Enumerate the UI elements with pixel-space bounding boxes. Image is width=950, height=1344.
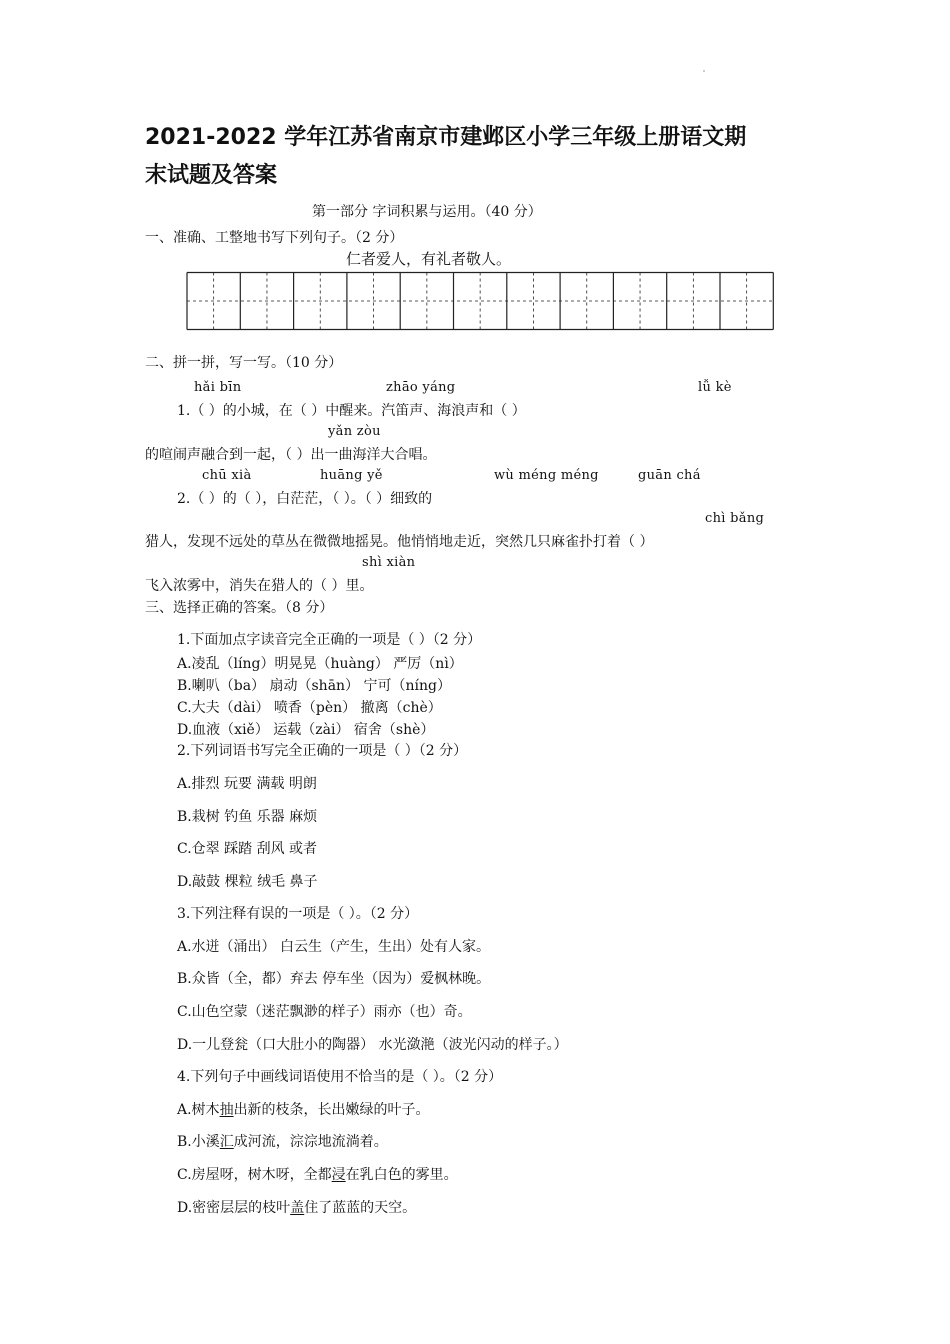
q3-sub4-option-a: A.树木抽出新的枝条，长出嫩绿的叶子。	[177, 1102, 430, 1118]
q2-s2-line2: 猎人，发现不远处的草丛在微微地摇晃。他悄悄地走近，突然几只麻雀扑打着（ ）	[145, 534, 654, 550]
pinyin-wu-meng-meng: wù méng méng	[494, 468, 599, 483]
q1-heading: 一、准确、工整地书写下列句子。（2 分）	[145, 230, 404, 246]
q3-sub4-option-d: D.密密层层的枝叶盖住了蓝蓝的天空。	[177, 1200, 417, 1216]
underlined-word: 盖	[290, 1200, 305, 1216]
part1-heading: 第一部分 字词积累与运用。（40 分）	[312, 204, 542, 220]
pinyin-chu-xia: chū xià	[202, 468, 252, 483]
q3-sub3-option-a: A.水迸（涌出） 白云生（产生，生出）处有人家。	[177, 939, 491, 955]
pinyin-chi-bang: chì bǎng	[705, 511, 765, 526]
pinyin-shi-xian: shì xiàn	[362, 555, 416, 570]
q3-sub1-stem: 1.下面加点字读音完全正确的一项是（ ）（2 分）	[177, 632, 482, 648]
q3-sub2-option-a: A.排烈 玩要 满载 明朗	[177, 776, 317, 792]
q2-s1-line2: 的喧闹声融合到一起，（ ）出一曲海洋大合唱。	[145, 447, 437, 463]
underlined-word: 抽	[219, 1102, 234, 1118]
q1-sentence: 仁者爱人，有礼者敬人。	[346, 250, 512, 268]
q3-sub3-stem: 3.下列注释有误的一项是（ ）。（2 分）	[177, 906, 419, 922]
pinyin-zhao-yang: zhāo yáng	[386, 380, 456, 395]
writing-grid	[186, 271, 776, 331]
q3-sub2-option-c: C.仓翠 踩踏 刮风 或者	[177, 841, 318, 857]
q3-sub4-stem: 4.下列句子中画线词语使用不恰当的是（ ）。（2 分）	[177, 1069, 503, 1085]
q2-s2-line3: 飞入浓雾中，消失在猎人的（ ）里。	[145, 578, 374, 594]
document-title-line2: 末试题及答案	[145, 163, 278, 188]
q3-sub4-option-c: C.房屋呀，树木呀，全都浸在乳白色的雾里。	[177, 1167, 458, 1183]
q3-sub1-option-a: A.凌乱（líng）明晃晃（huàng） 严厉（nì）	[177, 656, 463, 672]
document-title-line1: 2021-2022 学年江苏省南京市建邺区小学三年级上册语文期	[145, 125, 747, 150]
q3-sub2-stem: 2.下列词语书写完全正确的一项是（ ）（2 分）	[177, 743, 468, 759]
q3-sub2-option-d: D.敲鼓 棵粒 绒毛 鼻子	[177, 874, 318, 890]
q3-sub4-option-b: B.小溪汇成河流，淙淙地流淌着。	[177, 1134, 388, 1150]
q3-heading: 三、选择正确的答案。（8 分）	[145, 600, 334, 616]
pinyin-guan-cha: guān chá	[638, 468, 701, 483]
q3-sub2-option-b: B.栽树 钓鱼 乐器 麻烦	[177, 809, 318, 825]
underlined-word: 浸	[331, 1167, 346, 1183]
pinyin-yan-zou: yǎn zòu	[328, 424, 381, 439]
q3-sub3-option-d: D.一儿登瓮（口大肚小的陶器） 水光潋滟（波光闪动的样子。）	[177, 1037, 568, 1053]
q2-s2-line1: 2.（ ）的（ ），白茫茫，（ ）。（ ）细致的	[177, 491, 433, 507]
pinyin-huang-ye: huāng yě	[320, 468, 383, 483]
pinyin-hai-bin: hǎi bīn	[194, 380, 242, 395]
q3-sub3-option-b: B.众皆（全，都）弃去 停车坐（因为）爱枫林晚。	[177, 971, 491, 987]
underlined-word: 汇	[219, 1134, 234, 1150]
pinyin-lu-ke: lǚ kè	[698, 380, 732, 395]
q3-sub3-option-c: C.山色空蒙（迷茫飘渺的样子）雨亦（也）奇。	[177, 1004, 472, 1020]
page-speck	[703, 70, 705, 72]
q3-sub1-option-b: B.喇叭（ba） 扇动（shān） 宁可（níng）	[177, 678, 451, 694]
q2-s1-line1: 1.（ ）的小城，在（ ）中醒来。汽笛声、海浪声和（ ）	[177, 403, 526, 419]
q3-sub1-option-c: C.大夫（dài） 喷香（pèn） 撤离（chè）	[177, 700, 442, 716]
q3-sub1-option-d: D.血液（xiě） 运载（zài） 宿舍（shè）	[177, 722, 435, 738]
q2-heading: 二、拼一拼，写一写。（10 分）	[145, 355, 343, 371]
